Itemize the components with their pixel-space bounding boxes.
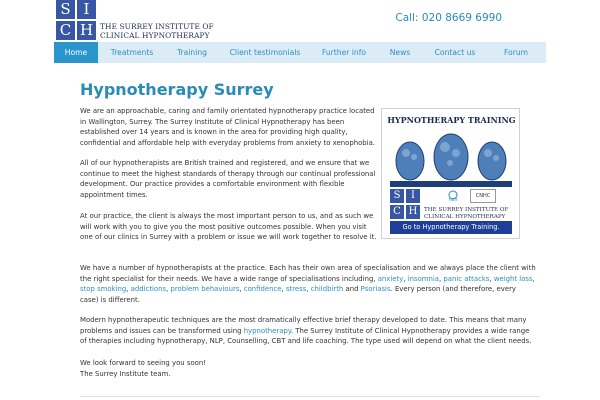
nch-label: nch bbox=[448, 197, 458, 203]
link-childbirth[interactable]: childbirth bbox=[310, 285, 344, 294]
cnhc-badge: CNHC bbox=[470, 189, 496, 203]
text-line: All of our hypnotherapists are British trained and registered, and we ensure that we bbox=[80, 159, 370, 167]
link-panic-attacks[interactable]: panic attacks bbox=[443, 274, 490, 283]
text-line: of therapies including hypnotherapy, NLP, Counselling, CBT and life coaching. The type used will depend on what the client needs. bbox=[80, 337, 532, 346]
text-line: case) is different. bbox=[80, 295, 140, 304]
link-problem-behaviours[interactable]: problem behaviours bbox=[170, 285, 240, 294]
nav-item-client-testimonials[interactable]: Client testimonials bbox=[229, 48, 301, 57]
text-line: the right specialist for their needs. We have a wide range of specialisations including, anxiety, insomnia, panic attacks, weight loss, bbox=[80, 274, 535, 283]
logo-tile: S bbox=[390, 189, 404, 203]
text-line: We are an approachable, caring and family orientated hypnotherapy practice located bbox=[80, 107, 375, 115]
text-line: appointment times. bbox=[80, 190, 148, 199]
text-line bbox=[80, 326, 550, 337]
signoff-paragraph bbox=[80, 358, 206, 379]
nav-item-forum[interactable]: Forum bbox=[503, 48, 529, 57]
text-line: in Wallington, Surrey. The Surrey Institute of Clinical Hypnotherapy has been bbox=[80, 117, 345, 126]
logo-tile: I bbox=[77, 0, 96, 19]
link-weight-loss[interactable]: weight loss bbox=[493, 274, 533, 283]
nav-item-further-info[interactable]: Further info bbox=[321, 48, 367, 57]
training-button[interactable]: Go to Hypnotherapy Training. bbox=[390, 221, 512, 234]
link-anxiety[interactable]: anxiety bbox=[377, 274, 404, 283]
nch-badge bbox=[444, 189, 462, 203]
brain-heads-image bbox=[390, 127, 512, 187]
link-confidence[interactable]: confidence bbox=[243, 285, 282, 294]
text-line: At our practice, the client is always the most important person to us, and as such we bbox=[80, 212, 374, 220]
site-logo[interactable] bbox=[56, 0, 96, 40]
text-line: Modern hypnotherapeutic techniques are the most dramatically effective brief therapy developed to date. This means that many bbox=[80, 316, 527, 324]
page-title: Hypnotherapy Surrey bbox=[80, 80, 274, 99]
logo-tile: I bbox=[406, 189, 420, 203]
link-stop-smoking[interactable]: stop smoking bbox=[80, 285, 127, 294]
logo-tile: C bbox=[56, 21, 75, 40]
brand-name bbox=[100, 22, 214, 40]
text-span: and bbox=[345, 285, 359, 294]
brand-line: THE SURREY INSTITUTE OF bbox=[424, 207, 509, 213]
client-paragraph bbox=[80, 211, 377, 243]
link-addictions[interactable]: addictions bbox=[130, 285, 167, 294]
link-hypnotherapy[interactable]: hypnotherapy bbox=[243, 326, 291, 335]
text-line: confidential and affordable help with everyday problems from anxiety to xenophobia. bbox=[80, 138, 375, 147]
logo-tile: C bbox=[390, 205, 404, 219]
text-span: . The Surrey Institute of Clinical Hypnotherapy provides a wide range bbox=[290, 326, 530, 335]
nav-item-home[interactable]: Home bbox=[54, 42, 98, 63]
footer-divider bbox=[80, 396, 540, 397]
main-nav bbox=[54, 42, 546, 63]
training-promo[interactable] bbox=[381, 108, 520, 239]
brand-line: CLINICAL HYPNOTHERAPY bbox=[100, 31, 210, 40]
link-insomnia[interactable]: insomnia bbox=[407, 274, 440, 283]
techniques-paragraph bbox=[80, 315, 550, 347]
text-line: development. Our practice provides a comfortable environment with flexible bbox=[80, 180, 345, 189]
phone-number[interactable]: Call: 020 8669 6990 bbox=[395, 12, 502, 24]
nav-item-contact-us[interactable]: Contact us bbox=[434, 48, 476, 57]
logo-tile: S bbox=[56, 0, 75, 19]
brand-line: CLINICAL HYPNOTHERAPY bbox=[424, 214, 506, 220]
specialisations-paragraph bbox=[80, 263, 550, 305]
logo-tile: H bbox=[406, 205, 420, 219]
text-line: We have a number of hypnotherapists at the practice. Each has their own area of specialisation and we always place the client with bbox=[80, 264, 536, 272]
promo-title: HYPNOTHERAPY TRAINING bbox=[387, 115, 516, 125]
text-line: The Surrey Institute team. bbox=[80, 369, 171, 378]
link-psoriasis[interactable]: Psoriasis bbox=[360, 285, 391, 294]
text-line: stop smoking, addictions, problem behaviours, confidence, stress, childbirth and Psoriasis. Every person (and therefore, every bbox=[80, 285, 517, 294]
text-line: We look forward to seeing you soon! bbox=[80, 359, 206, 367]
nav-item-news[interactable]: News bbox=[389, 48, 411, 57]
text-span: . Every person (and therefore, every bbox=[390, 285, 517, 294]
text-span: the right specialist for their needs. We have a wide range of specialisations including, bbox=[80, 274, 378, 283]
intro-paragraph bbox=[80, 106, 375, 148]
text-line: established over 14 years and is known in the area for providing high quality, bbox=[80, 128, 348, 137]
nav-item-treatments[interactable]: Treatments bbox=[110, 48, 154, 57]
site-header bbox=[0, 0, 600, 42]
text-span: problems and issues can be transformed using bbox=[80, 326, 244, 335]
link-stress[interactable]: stress bbox=[285, 285, 307, 294]
logo-tile: H bbox=[77, 21, 96, 40]
nav-item-training[interactable]: Training bbox=[177, 48, 207, 57]
text-line: continue to meet the highest standards of therapy through our continual professional bbox=[80, 169, 376, 178]
text-line: will work with you to give you the most positive outcomes possible. When you visit bbox=[80, 222, 367, 231]
brand-line: THE SURREY INSTITUTE OF bbox=[100, 22, 214, 31]
promo-brand bbox=[424, 207, 508, 221]
text-line: one of our clinics in Surrey with a problem or issue we will work together to resolve it. bbox=[80, 233, 377, 242]
training-paragraph bbox=[80, 158, 375, 200]
